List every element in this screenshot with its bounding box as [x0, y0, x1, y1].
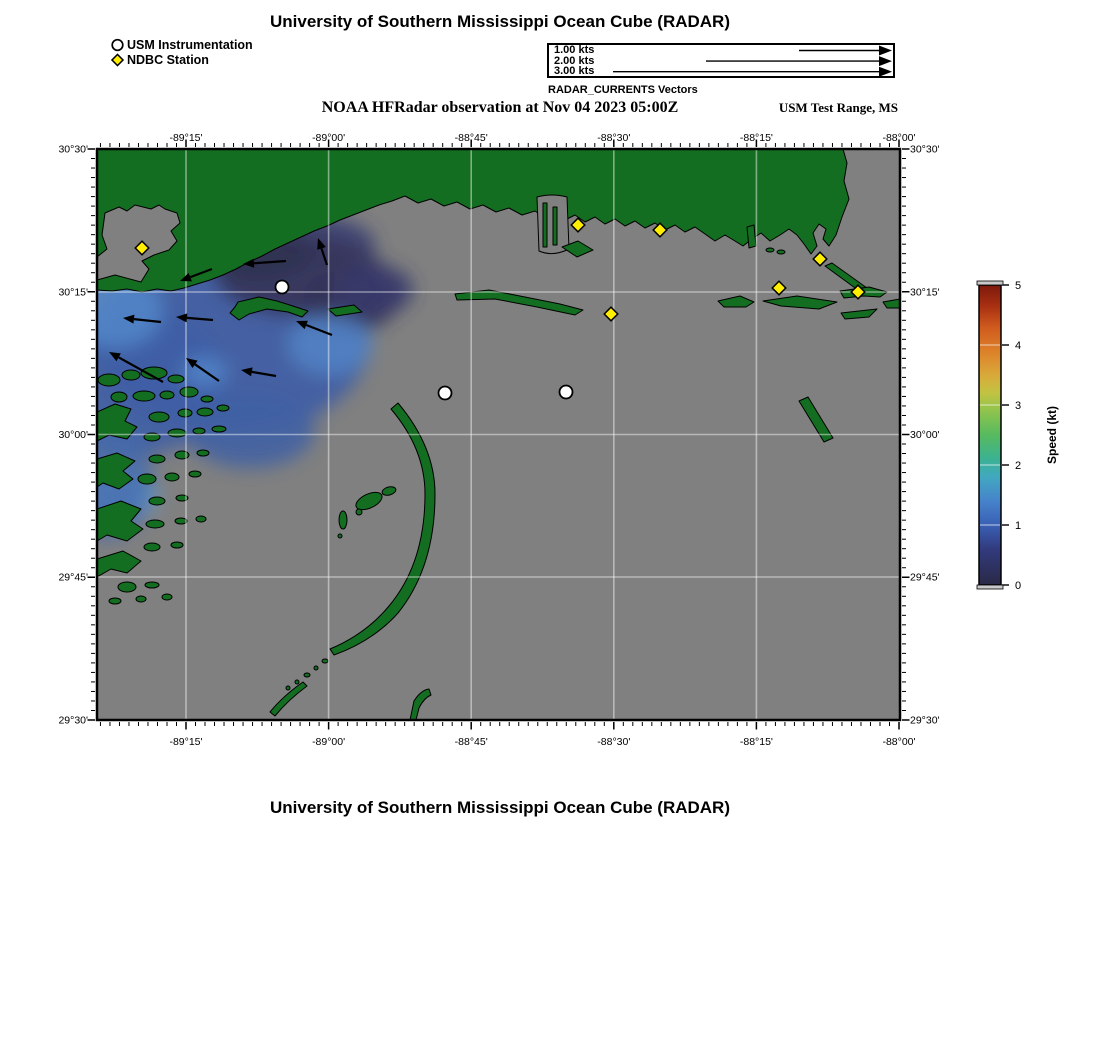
x-axis-label-top: -88°30'	[597, 132, 631, 144]
x-axis-label-bottom: -88°00'	[882, 736, 916, 748]
marsh-islet	[98, 374, 120, 386]
vector-scale-row-3: 3.00 kts	[554, 65, 595, 77]
colorbar-tick-label: 1	[1015, 519, 1022, 532]
page-title: University of Southern Mississippi Ocean Cube (RADAR)	[269, 12, 730, 31]
marsh-islet	[217, 405, 229, 411]
colorbar-axis-label: Speed (kt)	[1045, 406, 1059, 465]
marsh-islet	[168, 429, 186, 437]
colorbar-tick-label: 3	[1015, 399, 1022, 412]
marsh-islet	[144, 543, 160, 551]
colorbar-tick-label: 4	[1015, 339, 1022, 352]
diamond-icon	[110, 52, 125, 67]
land-trail-islet	[304, 673, 310, 677]
marsh-islet	[111, 392, 127, 402]
legend-item-usm	[110, 37, 253, 52]
circle-icon	[110, 37, 125, 52]
colorbar-top-cap	[977, 281, 1003, 285]
y-axis-label-left: 29°30'	[58, 714, 88, 727]
marsh-islet	[149, 455, 165, 463]
y-axis-label-left: 30°30'	[58, 143, 88, 156]
x-axis-label-bottom: -89°15'	[169, 736, 203, 748]
x-axis-label-top: -88°15'	[739, 132, 773, 144]
legend-label-ndbc: NDBC Station	[127, 52, 209, 67]
x-axis-label-bottom: -88°15'	[739, 736, 773, 748]
marker-legend	[110, 37, 253, 67]
marsh-islet	[138, 474, 156, 484]
marsh-islet	[109, 598, 121, 604]
land-islet	[766, 248, 774, 252]
vector-scale-box	[547, 43, 895, 78]
colorbar-tick-label: 5	[1015, 279, 1022, 292]
usm-station-marker	[276, 281, 289, 294]
land-lagoon-islet	[339, 511, 347, 529]
land-trail-islet	[314, 666, 318, 670]
range-label: USM Test Range, MS	[778, 100, 898, 115]
legend-label-usm: USM Instrumentation	[127, 37, 253, 52]
colorbar	[977, 280, 1021, 592]
observation-subtitle: NOAA HFRadar observation at Nov 04 2023 05:00Z	[321, 99, 679, 116]
colorbar-tick-label: 0	[1015, 579, 1022, 592]
marsh-islet	[189, 471, 201, 477]
marsh-islet	[165, 473, 179, 481]
marsh-islet	[180, 387, 198, 397]
x-axis-label-top: -88°45'	[454, 132, 488, 144]
colorbar-gradient	[979, 285, 1001, 585]
marsh-islet	[196, 516, 206, 522]
marsh-islet	[178, 409, 192, 417]
land-islet	[777, 250, 785, 254]
vector-scale-row-2: 2.00 kts	[554, 54, 595, 67]
x-axis-label-top: -89°00'	[312, 132, 346, 144]
y-axis-label-left: 29°45'	[58, 571, 88, 584]
x-axis-label-bottom: -88°45'	[454, 736, 488, 748]
marsh-islet	[193, 428, 205, 434]
land-lagoon-islet	[356, 509, 362, 515]
marsh-islet	[122, 370, 140, 380]
usm-station-marker	[439, 387, 452, 400]
x-axis-label-bottom: -89°00'	[312, 736, 346, 748]
marsh-islet	[136, 596, 146, 602]
marsh-islet	[149, 412, 169, 422]
y-axis-label-left: 30°00'	[58, 429, 88, 441]
marsh-islet	[197, 450, 209, 456]
bottom-title: University of Southern Mississippi Ocean Cube (RADAR)	[269, 798, 730, 817]
land-trail-islet	[295, 680, 299, 684]
colorbar-bottom-cap	[977, 585, 1003, 589]
land-trail-islet	[286, 686, 290, 690]
marsh-islet	[146, 520, 164, 528]
land-mobile-islet	[747, 225, 756, 248]
vector-scale-caption: RADAR_CURRENTS Vectors	[548, 84, 698, 96]
marsh-islet	[145, 582, 159, 588]
colorbar-tick-label: 2	[1015, 459, 1022, 472]
marsh-islet	[162, 594, 172, 600]
marsh-islet	[160, 391, 174, 399]
usm-station-marker	[560, 386, 573, 399]
y-axis-label-right: 30°30'	[910, 143, 940, 156]
land-river-strip	[543, 203, 547, 247]
marsh-islet	[149, 497, 165, 505]
y-axis-label-right: 30°15'	[910, 286, 940, 299]
land-lagoon-islet	[338, 534, 342, 538]
y-axis-label-right: 29°45'	[910, 571, 940, 584]
marsh-islet	[212, 426, 226, 432]
x-axis-label-bottom: -88°30'	[597, 736, 631, 748]
x-axis-label-top: -88°00'	[882, 132, 916, 144]
marsh-islet	[118, 582, 136, 592]
land-trail-islet	[322, 659, 328, 663]
marsh-islet	[175, 451, 189, 459]
map-area	[55, 149, 900, 720]
y-axis-label-right: 29°30'	[910, 714, 940, 727]
legend-item-ndbc	[110, 52, 253, 67]
marsh-islet	[201, 396, 213, 402]
marsh-islet	[133, 391, 155, 401]
marsh-islet	[197, 408, 213, 416]
y-axis-label-right: 30°00'	[910, 429, 940, 441]
marsh-islet	[171, 542, 183, 548]
vector-scale-row-1: 1.00 kts	[554, 44, 595, 56]
y-axis-label-left: 30°15'	[58, 286, 88, 299]
land-river-strip	[553, 207, 557, 245]
x-axis-label-top: -89°15'	[169, 132, 203, 144]
marsh-islet	[168, 375, 184, 383]
